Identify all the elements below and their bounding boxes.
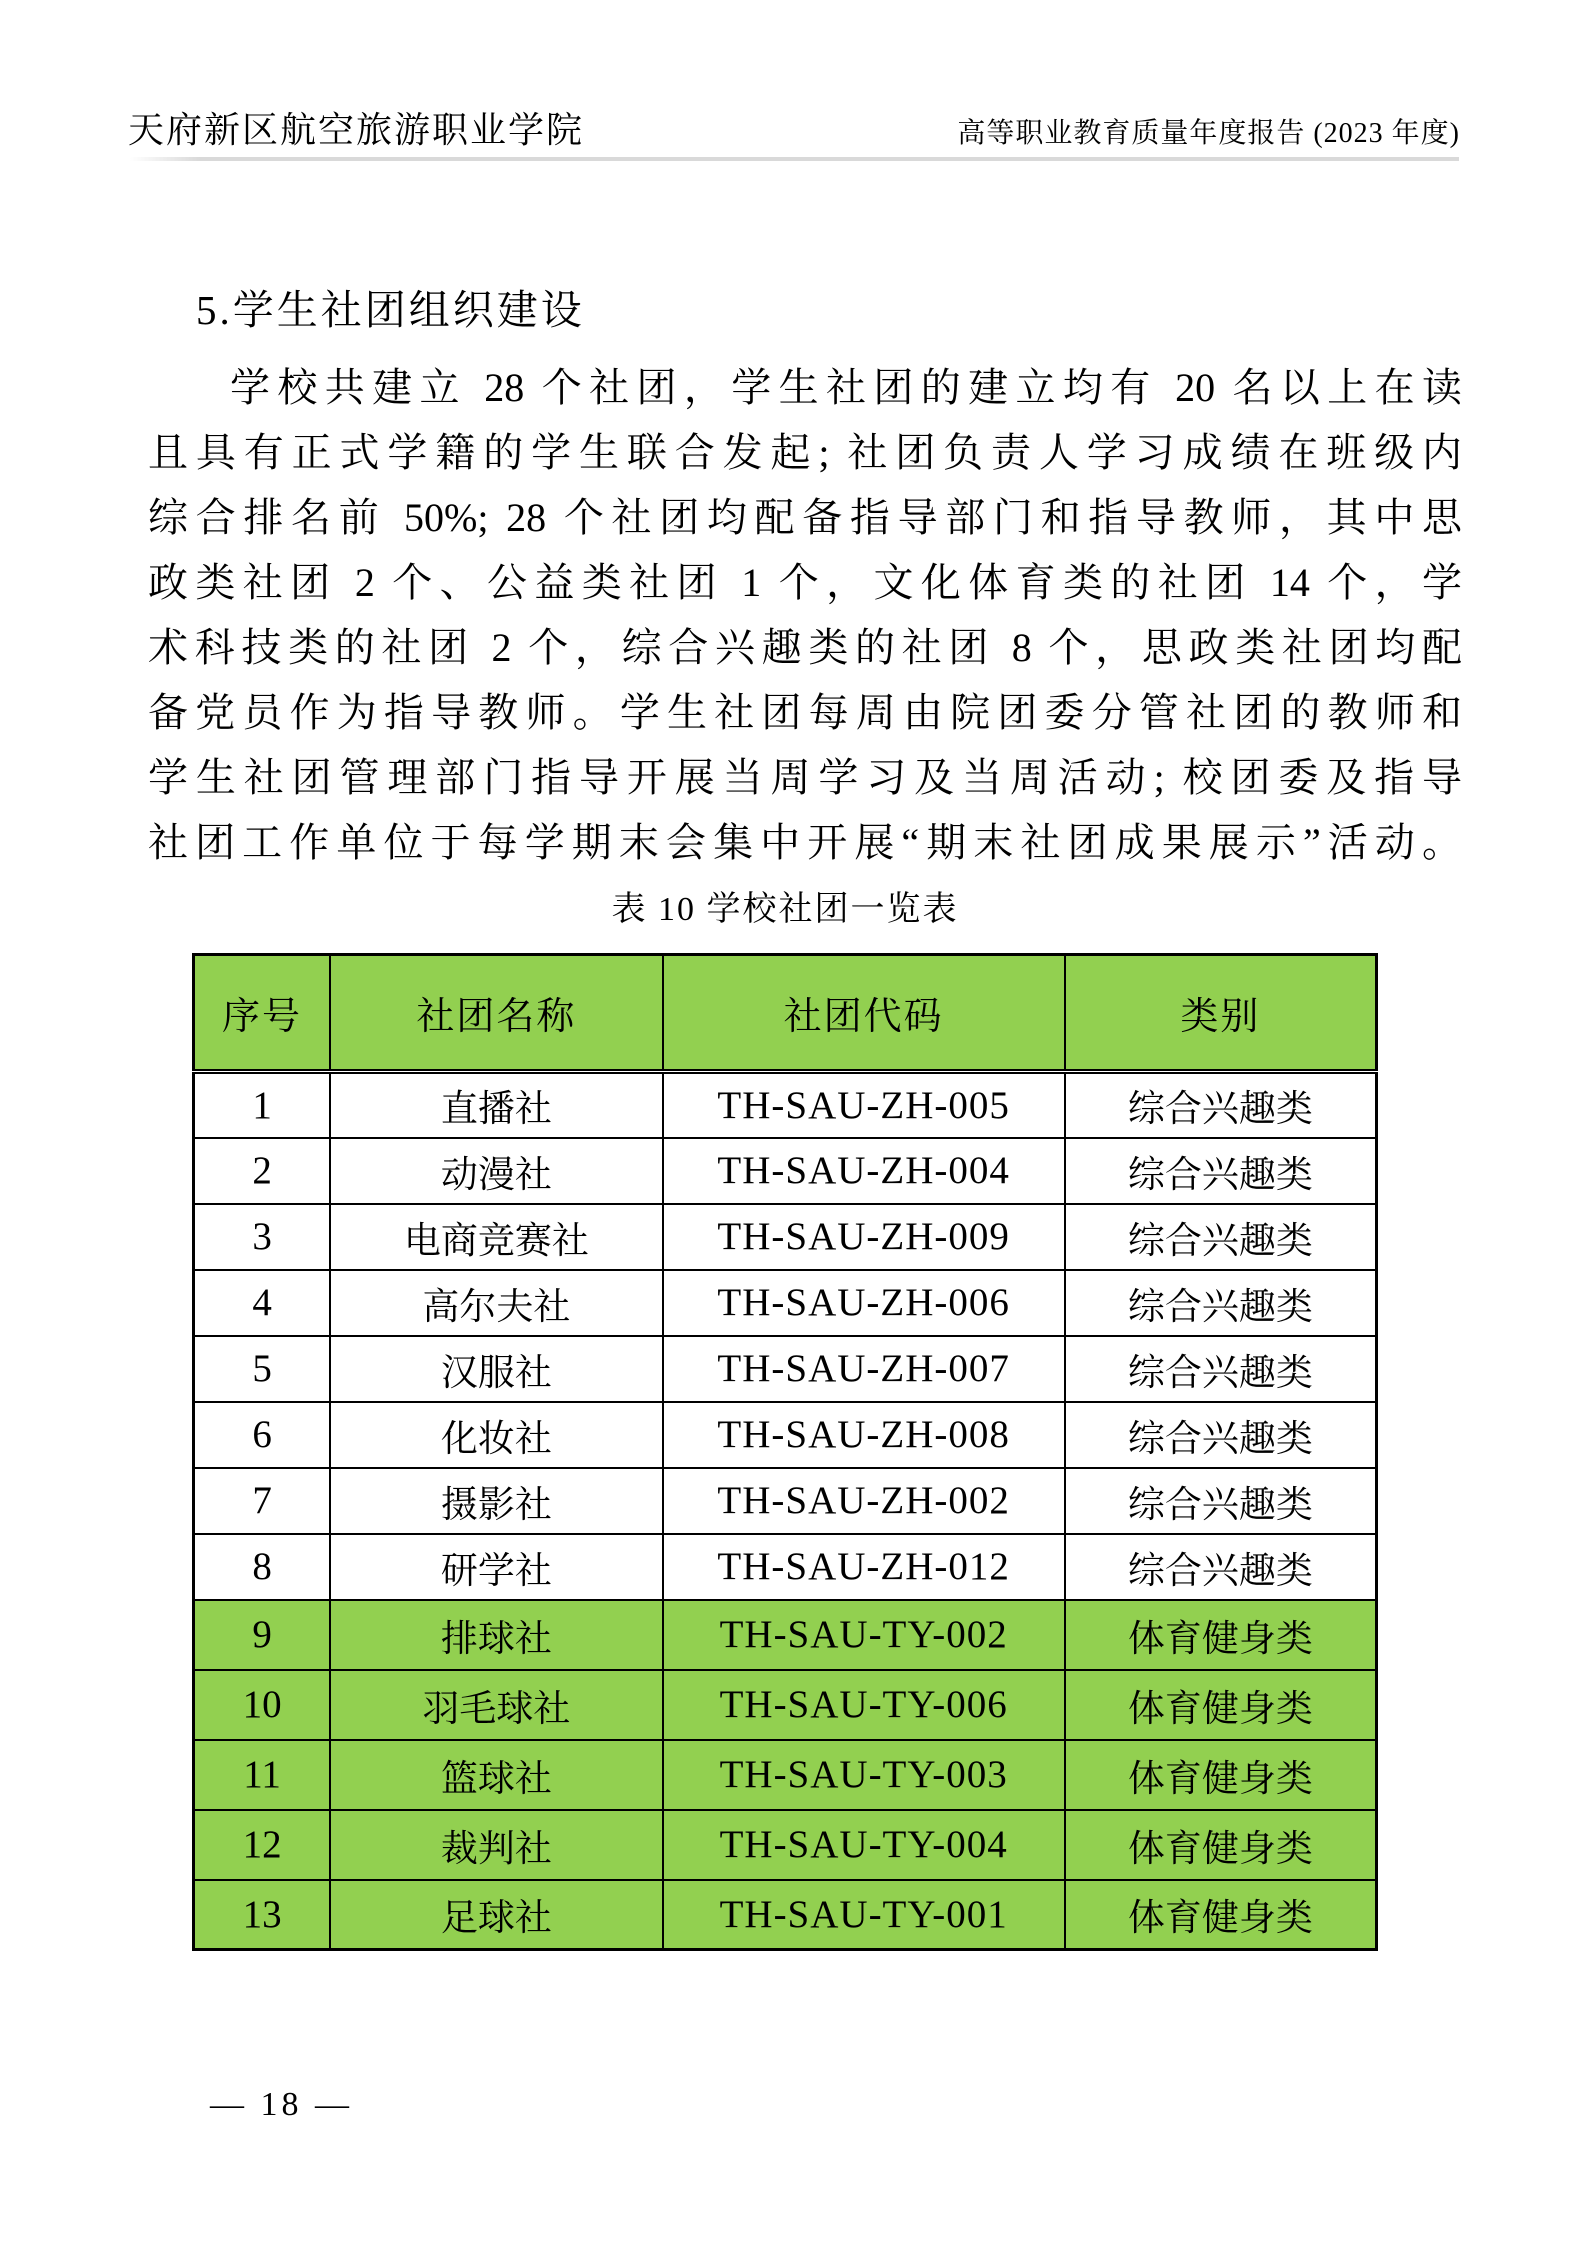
row-club-name: 研学社 [330, 1534, 662, 1600]
header-report-title: 高等职业教育质量年度报告 (2023 年度) [957, 118, 1460, 149]
row-club-code: TH-SAU-TY-003 [663, 1740, 1065, 1810]
row-no: 4 [194, 1270, 331, 1336]
paragraph-line: 且具有正式学籍的学生联合发起; 社团负责人学习成绩在班级内 [148, 430, 1462, 475]
table-row [194, 1468, 1377, 1534]
row-category: 综合兴趣类 [1065, 1402, 1377, 1468]
table-row [194, 1670, 1377, 1740]
table-header-row [194, 955, 1377, 1072]
row-no: 12 [194, 1810, 331, 1880]
row-club-name: 裁判社 [330, 1810, 662, 1880]
row-no: 2 [194, 1138, 331, 1204]
row-no: 13 [194, 1880, 331, 1950]
table-row [194, 1072, 1377, 1138]
row-club-name: 羽毛球社 [330, 1670, 662, 1740]
paragraph-line: 综合排名前 50%; 28 个社团均配备指导部门和指导教师，其中思 [148, 495, 1462, 540]
row-club-name: 电商竞赛社 [330, 1204, 662, 1270]
row-category: 综合兴趣类 [1065, 1072, 1377, 1138]
header-divider [130, 157, 1459, 161]
row-no: 8 [194, 1534, 331, 1600]
row-club-code: TH-SAU-TY-004 [663, 1810, 1065, 1880]
row-club-code: TH-SAU-TY-006 [663, 1670, 1065, 1740]
row-no: 1 [194, 1072, 331, 1138]
table-row [194, 1740, 1377, 1810]
col-header-code: 社团代码 [663, 955, 1065, 1072]
section-title: 5.学生社团组织建设 [196, 287, 585, 333]
row-category: 综合兴趣类 [1065, 1534, 1377, 1600]
table-row [194, 1534, 1377, 1600]
row-club-name: 动漫社 [330, 1138, 662, 1204]
row-club-name: 汉服社 [330, 1336, 662, 1402]
row-category: 体育健身类 [1065, 1600, 1377, 1670]
paragraph-line: 学生社团管理部门指导开展当周学习及当周活动; 校团委及指导 [148, 755, 1462, 800]
row-no: 6 [194, 1402, 331, 1468]
row-club-code: TH-SAU-ZH-006 [663, 1270, 1065, 1336]
header-school-name: 天府新区航空旅游职业学院 [128, 110, 585, 150]
table-body [194, 1072, 1377, 1950]
row-no: 9 [194, 1600, 331, 1670]
row-no: 5 [194, 1336, 331, 1402]
col-header-category: 类别 [1065, 955, 1377, 1072]
paragraph-line: 学校共建立 28 个社团，学生社团的建立均有 20 名以上在读 [230, 365, 1462, 410]
row-club-code: TH-SAU-ZH-004 [663, 1138, 1065, 1204]
table-row [194, 1204, 1377, 1270]
table-row [194, 1402, 1377, 1468]
paragraph-line: 社团工作单位于每学期末会集中开展“期末社团成果展示”活动。 [148, 820, 1462, 865]
row-club-name: 排球社 [330, 1600, 662, 1670]
table-row [194, 1880, 1377, 1950]
row-category: 体育健身类 [1065, 1810, 1377, 1880]
row-club-name: 化妆社 [330, 1402, 662, 1468]
body-paragraph [148, 355, 1462, 875]
row-category: 体育健身类 [1065, 1670, 1377, 1740]
row-club-code: TH-SAU-ZH-009 [663, 1204, 1065, 1270]
row-category: 体育健身类 [1065, 1880, 1377, 1950]
row-club-name: 足球社 [330, 1880, 662, 1950]
table-row [194, 1810, 1377, 1880]
row-club-name: 高尔夫社 [330, 1270, 662, 1336]
row-club-code: TH-SAU-ZH-002 [663, 1468, 1065, 1534]
row-category: 综合兴趣类 [1065, 1336, 1377, 1402]
row-category: 综合兴趣类 [1065, 1270, 1377, 1336]
col-header-name: 社团名称 [330, 955, 662, 1072]
table-row [194, 1336, 1377, 1402]
row-no: 10 [194, 1670, 331, 1740]
club-table [192, 953, 1378, 1951]
row-club-name: 摄影社 [330, 1468, 662, 1534]
paragraph-line: 术科技类的社团 2 个，综合兴趣类的社团 8 个，思政类社团均配 [148, 625, 1462, 670]
table-row [194, 1600, 1377, 1670]
table-row [194, 1138, 1377, 1204]
row-category: 综合兴趣类 [1065, 1204, 1377, 1270]
col-header-no: 序号 [194, 955, 331, 1072]
running-header [128, 104, 1460, 148]
row-club-code: TH-SAU-TY-002 [663, 1600, 1065, 1670]
row-no: 7 [194, 1468, 331, 1534]
row-no: 11 [194, 1740, 331, 1810]
row-club-code: TH-SAU-ZH-007 [663, 1336, 1065, 1402]
row-club-code: TH-SAU-ZH-005 [663, 1072, 1065, 1138]
row-club-code: TH-SAU-ZH-012 [663, 1534, 1065, 1600]
row-category: 综合兴趣类 [1065, 1138, 1377, 1204]
row-club-code: TH-SAU-TY-001 [663, 1880, 1065, 1950]
page-number: — 18 — [210, 2086, 353, 2123]
row-club-name: 直播社 [330, 1072, 662, 1138]
row-category: 体育健身类 [1065, 1740, 1377, 1810]
row-club-name: 篮球社 [330, 1740, 662, 1810]
row-club-code: TH-SAU-ZH-008 [663, 1402, 1065, 1468]
table-caption: 表 10 学校社团一览表 [611, 891, 959, 928]
table-row [194, 1270, 1377, 1336]
paragraph-line: 政类社团 2 个、公益类社团 1 个，文化体育类的社团 14 个，学 [148, 560, 1462, 605]
row-category: 综合兴趣类 [1065, 1468, 1377, 1534]
paragraph-line: 备党员作为指导教师。学生社团每周由院团委分管社团的教师和 [148, 690, 1462, 735]
row-no: 3 [194, 1204, 331, 1270]
